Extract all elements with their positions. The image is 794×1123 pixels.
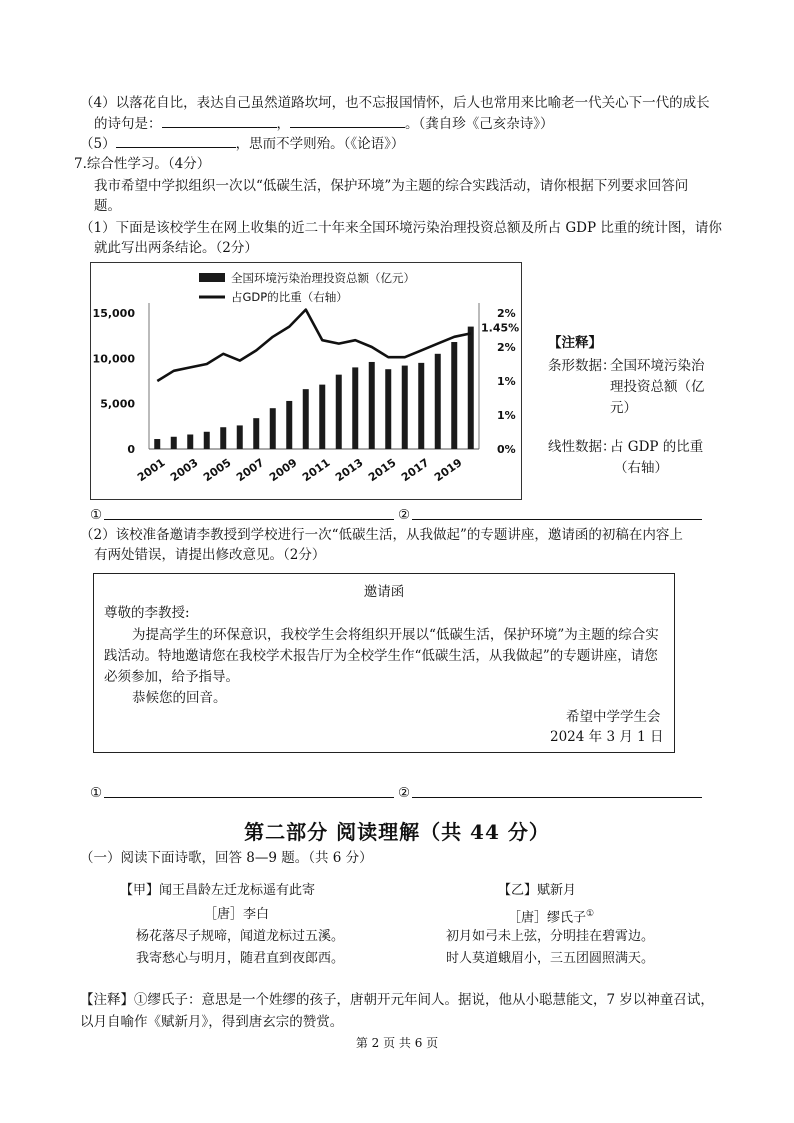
answer-blank[interactable] xyxy=(162,113,277,128)
answer-blank[interactable] xyxy=(290,113,405,128)
footnote-line1: 【注释】①缪氏子：意思是一个姓缪的孩子，唐朝开元年间人。据说，他从小聪慧能文，7 岁以神童召试， xyxy=(80,992,714,1008)
answer-blank[interactable] xyxy=(116,133,236,148)
letter-date: 2024 年 3 月 1 日 xyxy=(550,729,664,745)
bar-2007 xyxy=(253,418,259,449)
bar-2005 xyxy=(220,427,226,449)
q6-item5-suffix: ，思而不学则殆。（《论语》） xyxy=(235,136,405,152)
letter-greeting: 尊敬的李教授: xyxy=(104,605,190,621)
bar-2014 xyxy=(369,362,375,449)
chart-note-line-label: 线性数据： xyxy=(548,439,616,455)
q6-item4-source: 。（龚自珍《己亥杂诗》） xyxy=(405,116,554,132)
chart-canvas xyxy=(91,263,521,499)
q7-sub1-line1: （1）下面是该校学生在网上收集的近二十年来全国环境污染治理投资总额及所占 GDP 比重的统计图，请你 xyxy=(80,220,722,236)
x-axis-tick-label: 2015 xyxy=(365,456,399,485)
letter-body-line1: 为提高学生的环保意识，我校学生会将组织开展以“低碳生活，保护环境”为主题的综合实 xyxy=(132,627,659,643)
q6-item5 xyxy=(80,133,404,154)
poem-b-line2: 时人莫道蛾眉小，三五团圆照满天。 xyxy=(446,951,655,966)
chart-note-bar-desc2: 理投资总额（亿 xyxy=(610,379,705,395)
poem-b-line1: 初月如弓未上弦，分明挂在碧霄边。 xyxy=(446,929,655,944)
letter-closing: 恭候您的回音。 xyxy=(132,690,227,706)
q7-sub2-line1: （2）该校准备邀请李教授到学校进行一次“低碳生活，从我做起”的专题讲座，邀请函的初稿在内容上 xyxy=(80,527,683,543)
letter-signature: 希望中学学生会 xyxy=(566,709,661,725)
q7-sub1-line2: 就此写出两条结论。（2分） xyxy=(94,240,258,256)
x-axis-tick-label: 2017 xyxy=(398,456,432,485)
q7-intro-line2: 题。 xyxy=(94,198,121,214)
invitation-letter xyxy=(93,573,675,753)
part2-section1: （一）阅读下面诗歌，回答 8—9 题。（共 6 分） xyxy=(80,850,373,866)
answer-mark-4: ② xyxy=(398,785,411,801)
x-axis-tick-label: 2003 xyxy=(167,456,201,485)
q7-heading: 7.综合性学习。（4分） xyxy=(74,156,211,172)
bar-2015 xyxy=(385,369,391,449)
legend-bar-swatch xyxy=(199,273,225,282)
footnote-line2: 以月自喻作《赋新月》，得到唐玄宗的赞赏。 xyxy=(80,1014,344,1030)
bar-2017 xyxy=(418,363,424,449)
bar-2016 xyxy=(402,366,408,449)
bar-2011 xyxy=(319,385,325,449)
bar-2010 xyxy=(303,389,309,449)
q6-item4-line1: （4）以落花自比，表达自己虽然道路坎坷，也不忘报国情怀，后人也常用来比喻老一代关心下一代的成长 xyxy=(80,95,710,111)
chart-note-title: 【注释】 xyxy=(548,335,602,351)
x-axis-tick-label: 2001 xyxy=(134,456,168,485)
chart-note-line-desc1: 占 GDP 的比重 xyxy=(610,439,704,455)
legend-line-label: 占GDP的比重（右轴） xyxy=(231,290,348,304)
part2-title: 第二部分 阅读理解（共 44 分） xyxy=(244,820,550,844)
letter-body-line2: 践活动。特地邀请您在我校学术报告厅为全校学生作“低碳生活，从我做起”的专题讲座，请您 xyxy=(104,648,658,664)
bar-2013 xyxy=(352,367,358,449)
bar-2020 xyxy=(468,327,474,449)
poem-b-author-name: ［唐］缪氏子 xyxy=(508,910,587,926)
statistics-chart xyxy=(90,262,522,500)
left-axis-tick-label: 15,000 xyxy=(92,307,135,320)
q7-sub2-line2: 有两处错误，请提出修改意见。（2分） xyxy=(94,547,326,563)
poem-b-author xyxy=(508,904,594,928)
bar-2018 xyxy=(435,354,441,449)
poem-a-title: 【甲】闻王昌龄左迁龙标遥有此寄 xyxy=(120,883,316,898)
bar-2003 xyxy=(187,434,193,449)
left-axis-tick-label: 0 xyxy=(127,443,135,456)
line-end-label: 1.45% xyxy=(481,321,520,335)
answer-mark-3: ① xyxy=(90,785,103,801)
letter-title: 邀请函 xyxy=(363,584,405,600)
bar-2009 xyxy=(286,401,292,449)
answer-mark-1: ① xyxy=(90,507,103,523)
poem-a-author: ［唐］李白 xyxy=(204,907,270,922)
bar-2001 xyxy=(154,439,160,449)
chart-note-bar-desc3: 元） xyxy=(610,400,637,416)
right-axis-tick-label: 2% xyxy=(497,307,516,320)
answer-line-3[interactable] xyxy=(104,797,394,798)
q7-intro-line1: 我市希望中学拟组织一次以“低碳生活，保护环境”为主题的综合实践活动，请你根据下列要求回答问 xyxy=(94,178,689,194)
answer-line-2[interactable] xyxy=(412,519,702,520)
bar-2004 xyxy=(204,432,210,449)
right-axis-tick-label: 1% xyxy=(497,409,516,422)
legend-bar-label: 全国环境污染治理投资总额（亿元） xyxy=(231,271,415,285)
poem-a-line2: 我寄愁心与明月，随君直到夜郎西。 xyxy=(136,951,345,966)
bar-2012 xyxy=(336,375,342,449)
chart-note-line-desc2: （右轴） xyxy=(614,460,668,476)
q6-item4-prefix: 的诗句是： xyxy=(94,116,162,132)
chart-note-bar-label: 条形数据： xyxy=(548,358,616,374)
page-footer: 第 2 页 共 6 页 xyxy=(355,1036,439,1050)
bar-2008 xyxy=(270,408,276,449)
left-axis-tick-label: 10,000 xyxy=(92,352,135,366)
bar-2006 xyxy=(237,425,243,449)
bar-2019 xyxy=(451,342,457,449)
bar-2002 xyxy=(171,437,177,449)
poem-b-footnote-mark: ① xyxy=(586,909,595,919)
left-axis-tick-label: 5,000 xyxy=(100,397,135,411)
poem-b-title: 【乙】赋新月 xyxy=(498,883,577,898)
letter-body-line3: 必须参加，给予指导。 xyxy=(104,669,239,685)
x-axis-tick-label: 2007 xyxy=(233,456,267,485)
x-axis-tick-label: 2005 xyxy=(200,456,234,485)
answer-line-1[interactable] xyxy=(104,519,394,520)
right-axis-tick-label: 1% xyxy=(497,375,516,388)
answer-mark-2: ② xyxy=(398,507,411,523)
poem-a-line1: 杨花落尽子规啼，闻道龙标过五溪。 xyxy=(136,929,345,944)
x-axis-tick-label: 2013 xyxy=(332,456,366,485)
answer-line-4[interactable] xyxy=(412,797,702,798)
right-axis-tick-label: 0% xyxy=(497,443,516,456)
x-axis-tick-label: 2011 xyxy=(299,456,333,485)
q6-item4-line2 xyxy=(94,113,554,134)
x-axis-tick-label: 2009 xyxy=(266,456,300,485)
q6-item4-comma: ， xyxy=(276,116,290,132)
x-axis-tick-label: 2019 xyxy=(431,456,465,485)
q6-item5-prefix: （5） xyxy=(80,136,116,152)
right-axis-tick-label: 2% xyxy=(497,341,516,354)
chart-note-bar-desc1: 全国环境污染治 xyxy=(610,358,705,374)
